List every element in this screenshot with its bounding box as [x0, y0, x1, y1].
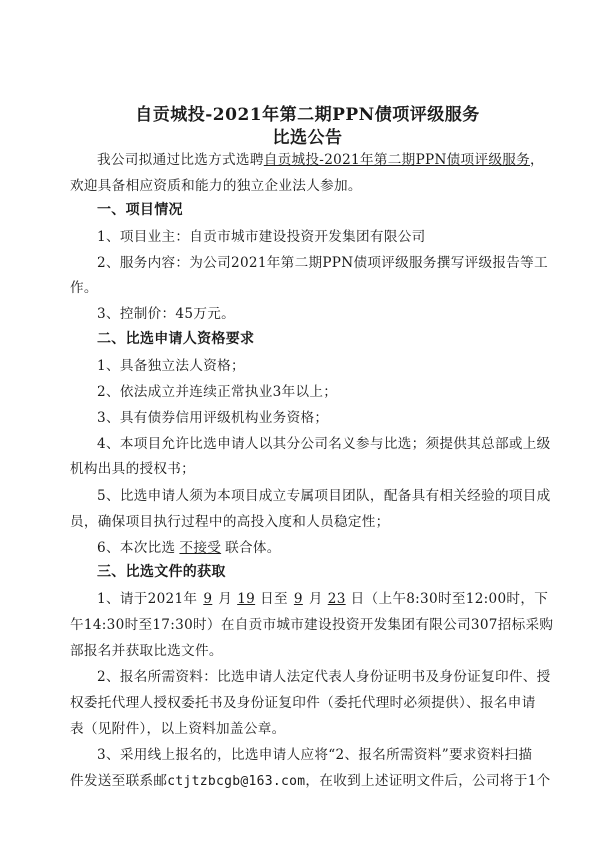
section2-item1: 1、具备独立法人资格； — [97, 358, 245, 374]
section1-item2-line2: 作。 — [70, 280, 98, 296]
section2-item3: 3、具有债券信用评级机构业务资格； — [97, 410, 329, 426]
section3-item1-text-e: 日（上午8:30时至12:00时，下 — [350, 591, 549, 607]
section2-item4-line1: 4、本项目允许比选申请人以其分公司名义参与比选；须提供其总部或上级 — [97, 436, 551, 452]
section3-item1-month1: 9 — [203, 591, 213, 607]
section3-item3-text-b: ，在收到上述证明文件后，公司将于1个 — [305, 773, 551, 789]
intro-line-1 — [97, 148, 544, 168]
section2-item6-text-a: 6、本次比选 — [97, 540, 176, 556]
section2-item4-line2: 机构出具的授权书； — [70, 461, 196, 477]
section2-item6-underlined: 不接受 — [179, 540, 222, 556]
section3-item2-line1: 2、报名所需资料：比选申请人法定代表人身份证明书及身份证复印件、授 — [97, 669, 551, 685]
document-title: 自贡城投-2021年第二期PPN债项评级服务 — [135, 105, 480, 125]
section3-item1-text-c: 日至 — [260, 591, 288, 607]
intro-comma: ， — [530, 152, 544, 168]
section3-item2-line2: 权委托代理人授权委托书及身份证复印件（委托代理时必须提供）、报名申请 — [70, 695, 536, 711]
section2-item5-line2: 员，确保项目执行过程中的高投入度和人员稳定性； — [70, 514, 390, 530]
section3-item1-line1 — [97, 587, 548, 607]
intro-text: 我公司拟通过比选方式选聘 — [97, 152, 264, 168]
section-heading-1: 一、项目情况 — [97, 202, 183, 218]
intro-project-name: 自贡城投-2021年第二期PPN债项评级服务 — [263, 152, 531, 168]
section3-item1-text-d: 月 — [308, 591, 323, 607]
section3-item1-day2: 23 — [327, 591, 346, 607]
section3-item3-line1: 3、采用线上报名的，比选申请人应将“2、报名所需资料”要求资料扫描 — [97, 747, 533, 763]
section3-item3-text-a: 件发送至联系邮 — [70, 773, 168, 789]
section2-item6-text-b: 联合体。 — [225, 540, 281, 556]
section-heading-3: 三、比选文件的获取 — [97, 564, 226, 580]
section3-item2-line3: 表（见附件），以上资料加盖公章。 — [70, 721, 286, 737]
contact-email: ctjtzbcgb@163.com — [167, 774, 306, 789]
section2-item2: 2、依法成立并连续正常执业3年以上； — [97, 384, 338, 400]
document-subtitle: 比选公告 — [272, 128, 343, 148]
section2-item6 — [97, 536, 281, 556]
intro-line-2: 欢迎具备相应资质和能力的独立企业法人参加。 — [70, 178, 362, 194]
section2-item5-line1: 5、比选申请人须为本项目成立专属项目团队，配备具有相关经验的项目成 — [97, 488, 551, 504]
section3-item1-line3: 部报名并获取比选文件。 — [70, 643, 223, 659]
section1-item1: 1、项目业主：自贡市城市建设投资开发集团有限公司 — [97, 229, 426, 245]
section1-item2-line1: 2、服务内容：为公司2021年第二期PPN债项评级服务撰写评级报告等工 — [97, 255, 548, 271]
section3-item1-line2: 午14:30时至17:30时）在自贡市城市建设投资开发集团有限公司307招标采购 — [70, 617, 554, 633]
section3-item3-line2 — [70, 769, 551, 789]
section3-item1-day1: 19 — [237, 591, 256, 607]
section-heading-2: 二、比选申请人资格要求 — [97, 331, 255, 347]
section3-item1-text-a: 1、请于2021年 — [97, 591, 198, 607]
section3-item1-month2: 9 — [293, 591, 303, 607]
section3-item1-text-b: 月 — [218, 591, 233, 607]
section1-item3: 3、控制价：45万元。 — [97, 306, 235, 322]
